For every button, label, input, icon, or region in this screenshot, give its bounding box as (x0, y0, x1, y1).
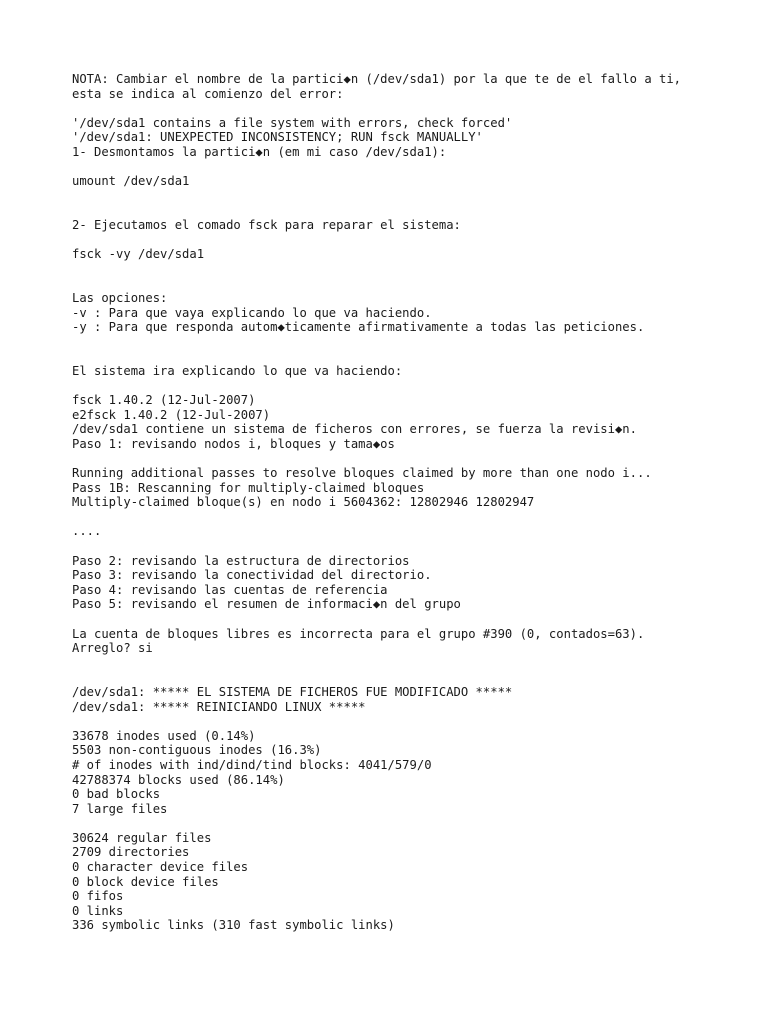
text-line: 0 character device files (72, 860, 249, 875)
text-line: e2fsck 1.40.2 (12-Jul-2007) (72, 407, 271, 422)
text-line: 5503 non-contiguous inodes (16.3%) (72, 743, 322, 758)
text-line (72, 714, 752, 729)
text-line: 2709 directories (72, 845, 190, 860)
text-line: 0 bad blocks (72, 787, 161, 802)
text-line: Paso 1: revisando nodos i, bloques y tama◆os (72, 436, 395, 451)
text-line: 336 symbolic links (310 fast symbolic links) (72, 918, 395, 933)
text-line: /dev/sda1: ***** REINICIANDO LINUX ***** (72, 699, 366, 714)
text-line (72, 816, 752, 831)
text-line: 0 links (72, 903, 124, 918)
text-line (72, 233, 752, 248)
text-line (72, 160, 752, 175)
text-line (72, 656, 752, 671)
text-line (72, 262, 752, 277)
text-line: esta se indica al comienzo del error: (72, 86, 344, 101)
text-line: # of inodes with ind/dind/tind blocks: 4041/579/0 (72, 757, 432, 772)
text-line: umount /dev/sda1 (72, 174, 190, 189)
text-line: /dev/sda1: ***** EL SISTEMA DE FICHEROS FUE MODIFICADO ***** (72, 684, 513, 699)
text-line: .... (72, 524, 102, 539)
text-line: 2- Ejecutamos el comado fsck para reparar el sistema: (72, 217, 461, 232)
document-body (72, 72, 752, 933)
text-line: Las opciones: (72, 290, 168, 305)
text-line: Paso 4: revisando las cuentas de referencia (72, 582, 388, 597)
text-line: Paso 3: revisando la conectividad del directorio. (72, 568, 432, 583)
text-line (72, 378, 752, 393)
text-line: Running additional passes to resolve bloques claimed by more than one nodo i... (72, 466, 652, 481)
text-line (72, 510, 752, 525)
text-line (72, 189, 752, 204)
text-line: Multiply-claimed bloque(s) en nodo i 5604362: 12802946 12802947 (72, 495, 535, 510)
text-line: El sistema ira explicando lo que va haciendo: (72, 363, 403, 378)
text-line: Pass 1B: Rescanning for multiply-claimed bloques (72, 480, 425, 495)
text-line: /dev/sda1 contiene un sistema de ficheros con errores, se fuerza la revisi◆n. (72, 422, 637, 437)
text-line (72, 612, 752, 627)
text-line: Arreglo? si (72, 641, 153, 656)
text-line (72, 349, 752, 364)
text-line (72, 539, 752, 554)
text-line: 30624 regular files (72, 830, 212, 845)
text-line: fsck 1.40.2 (12-Jul-2007) (72, 393, 256, 408)
text-line: 33678 inodes used (0.14%) (72, 728, 256, 743)
text-line: NOTA: Cambiar el nombre de la partici◆n (/dev/sda1) por la que te de el fallo a ti, (72, 72, 682, 86)
text-line: 42788374 blocks used (86.14%) (72, 772, 285, 787)
text-line: Paso 2: revisando la estructura de directorios (72, 553, 410, 568)
text-line: -v : Para que vaya explicando lo que va haciendo. (72, 305, 432, 320)
text-line: 0 fifos (72, 889, 124, 904)
text-line: 7 large files (72, 801, 168, 816)
text-line: -y : Para que responda autom◆ticamente afirmativamente a todas las peticiones. (72, 320, 645, 335)
text-line (72, 335, 752, 350)
text-line: '/dev/sda1: UNEXPECTED INCONSISTENCY; RUN fsck MANUALLY' (72, 130, 483, 145)
text-line (72, 670, 752, 685)
text-line: 0 block device files (72, 874, 219, 889)
text-line: fsck -vy /dev/sda1 (72, 247, 205, 262)
text-line (72, 276, 752, 291)
text-line: 1- Desmontamos la partici◆n (em mi caso /dev/sda1): (72, 144, 447, 159)
text-line (72, 451, 752, 466)
text-line: La cuenta de bloques libres es incorrecta para el grupo #390 (0, contados=63). (72, 626, 645, 641)
text-line: '/dev/sda1 contains a file system with errors, check forced' (72, 115, 513, 130)
text-line (72, 203, 752, 218)
text-line: Paso 5: revisando el resumen de informaci◆n del grupo (72, 597, 461, 612)
text-line (72, 101, 752, 116)
